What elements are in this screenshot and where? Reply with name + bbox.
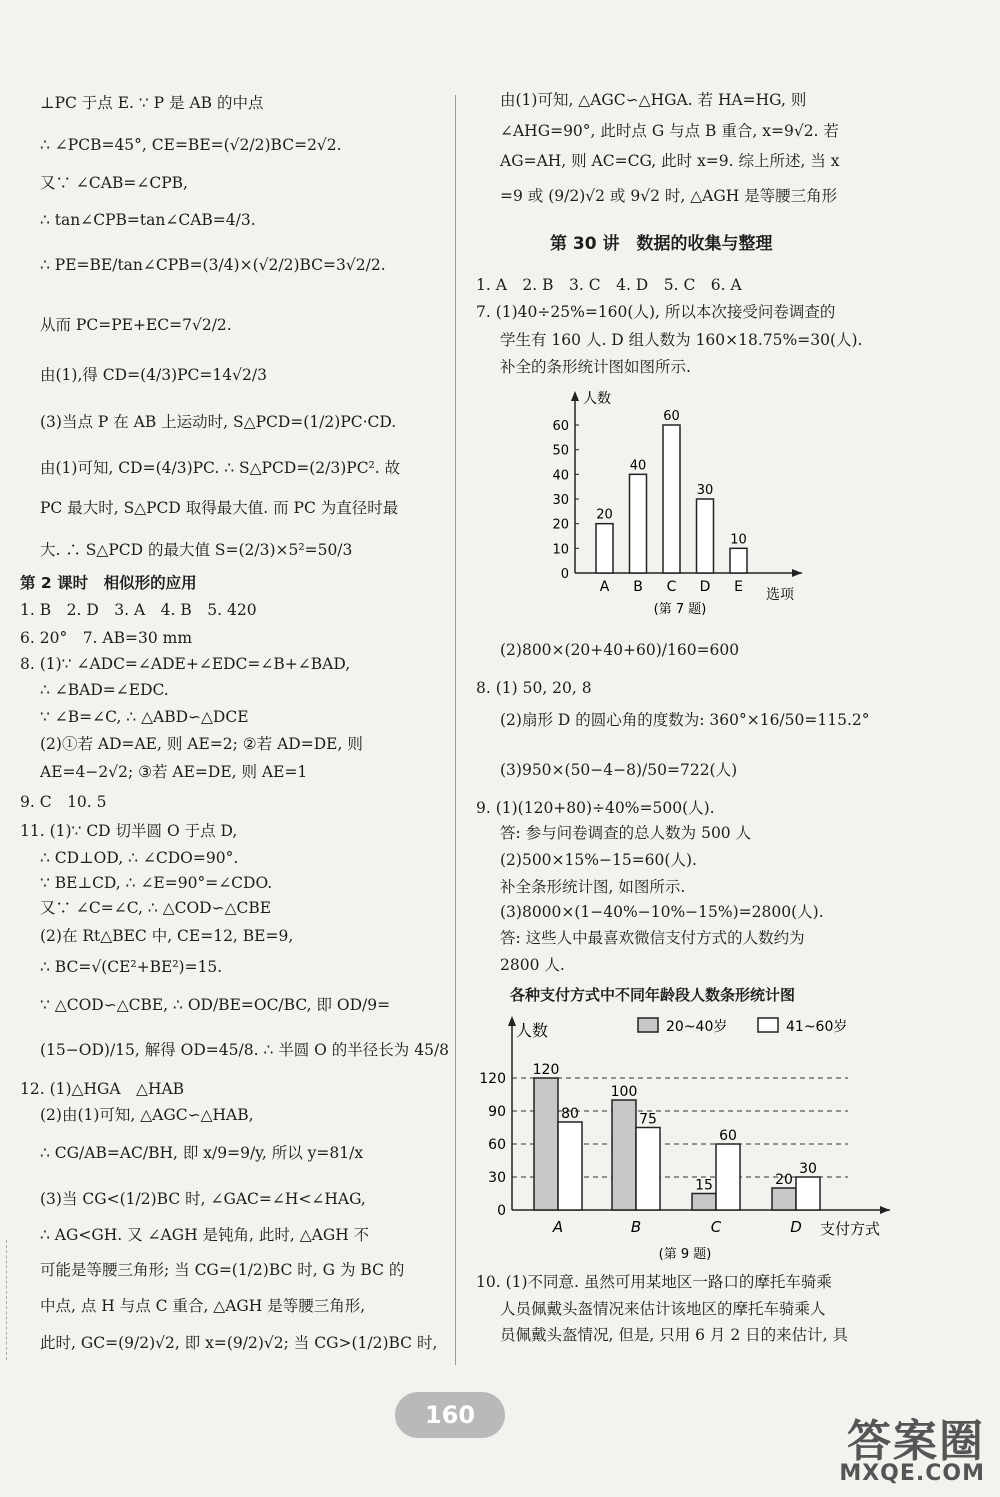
legend-swatch	[758, 1018, 778, 1032]
legend-label: 20~40岁	[666, 1019, 728, 1035]
x-tick-label: D	[790, 1218, 802, 1236]
text-line: ⊥PC 于点 E. ∵ P 是 AB 的中点	[40, 94, 264, 112]
watermark-logo-text: 答案圈	[847, 1416, 985, 1467]
x-tick-label: D	[699, 579, 711, 595]
watermark	[800, 1405, 995, 1493]
y-tick-label: 10	[552, 542, 569, 558]
data-label: 20	[596, 507, 613, 523]
data-label: 30	[799, 1161, 817, 1177]
x-axis-arrow	[792, 569, 802, 577]
text-line: 10. (1)不同意. 虽然可用某地区一路口的摩托车骑乘	[476, 1273, 832, 1291]
bar	[534, 1078, 558, 1210]
data-label: 40	[629, 458, 647, 474]
legend-swatch	[638, 1018, 658, 1032]
data-label: 20	[775, 1172, 793, 1188]
x-axis-arrow	[880, 1206, 890, 1214]
y-tick-label: 60	[552, 419, 569, 434]
text-line: 补全的条形统计图如图所示.	[500, 358, 691, 376]
x-tick-label: B	[633, 579, 643, 595]
text-line: 9. C 10. 5	[20, 793, 107, 811]
bar	[697, 499, 714, 573]
text-line: (3)当点 P 在 AB 上运动时, S△PCD=(1/2)PC·CD.	[40, 413, 397, 431]
text-line: (15−OD)/15, 解得 OD=45/8. ∴ 半圆 O 的半径长为 45/8	[40, 1041, 450, 1059]
text-line: 9. (1)(120+80)÷40%=500(人).	[476, 799, 715, 817]
text-line: ∵ △COD∽△CBE, ∴ OD/BE=OC/BC, 即 OD/9=	[40, 996, 391, 1014]
data-label: 100	[610, 1084, 638, 1100]
text-line: (2)由(1)可知, △AGC∽△HAB,	[40, 1106, 254, 1124]
text-line: 6. 20° 7. AB=30 mm	[20, 629, 193, 647]
y-axis-arrow	[571, 391, 579, 401]
x-tick-label: B	[630, 1218, 642, 1236]
data-label: 30	[696, 483, 714, 498]
data-label: 10	[730, 532, 747, 548]
text-line: 人员佩戴头盔情况来估计该地区的摩托车骑乘人	[500, 1300, 826, 1318]
text-line: PC 最大时, S△PCD 取得最大值. 而 PC 为直径时最	[40, 499, 399, 517]
text-line: (3)当 CG<(1/2)BC 时, ∠GAC=∠H<∠HAG,	[40, 1190, 366, 1208]
bar	[636, 1128, 660, 1211]
margin-rule	[6, 1240, 8, 1360]
text-line: 又∵ ∠CAB=∠CPB,	[40, 174, 188, 192]
text-line: 答: 这些人中最喜欢微信支付方式的人数约为	[500, 929, 805, 947]
chart-caption: (第 7 题)	[653, 602, 707, 617]
data-label: 60	[663, 409, 680, 424]
bar	[558, 1122, 582, 1210]
text-line: 7. (1)40÷25%=160(人), 所以本次接受问卷调查的	[476, 303, 836, 321]
text-line: 可能是等腰三角形; 当 CG=(1/2)BC 时, G 为 BC 的	[40, 1261, 405, 1279]
text-line: (3)950×(50−4−8)/50=722(人)	[500, 761, 738, 779]
bar	[692, 1194, 716, 1211]
text-line: 2800 人.	[500, 956, 565, 974]
text-line: (2)500×15%−15=60(人).	[500, 851, 697, 869]
section-title: 第 30 讲 数据的收集与整理	[550, 234, 773, 254]
y-axis-label: 人数	[516, 1021, 549, 1040]
text-line: (2)扇形 D 的圆心角的度数为: 360°×16/50=115.2°	[500, 711, 870, 729]
text-line: 答: 参与问卷调查的总人数为 500 人	[500, 824, 752, 842]
y-tick-label: 120	[479, 1071, 506, 1087]
data-label: 60	[719, 1128, 737, 1144]
text-line: 学生有 160 人. D 组人数为 160×18.75%=30(人).	[500, 331, 863, 349]
text-line: 12. (1)△HGA △HAB	[20, 1080, 185, 1098]
chart-q7	[540, 385, 820, 625]
text-line: 第 2 课时 相似形的应用	[20, 574, 197, 592]
bar	[663, 425, 680, 573]
page-number: 160	[395, 1392, 505, 1438]
text-line: 员佩戴头盔情况, 但是, 只用 6 月 2 日的来估计, 具	[500, 1326, 848, 1344]
text-line: 1. A 2. B 3. C 4. D 5. C 6. A	[476, 276, 742, 294]
bar	[772, 1188, 796, 1210]
data-label: 15	[695, 1177, 713, 1194]
y-axis-label: 人数	[583, 391, 611, 407]
y-tick-label: 0	[560, 567, 569, 582]
x-tick-label: C	[710, 1218, 722, 1236]
text-line: ∵ BE⊥CD, ∴ ∠E=90°=∠CDO.	[40, 874, 273, 892]
text-line: (2)在 Rt△BEC 中, CE=12, BE=9,	[40, 927, 294, 945]
y-tick-label: 40	[552, 468, 569, 484]
bar	[612, 1100, 636, 1210]
text-line: ∠AHG=90°, 此时点 G 与点 B 重合, x=9√2. 若	[500, 122, 839, 140]
text-line: 8. (1)∵ ∠ADC=∠ADE+∠EDC=∠B+∠BAD,	[20, 655, 351, 673]
text-line: ∴ AG<GH. 又 ∠AGH 是钝角, 此时, △AGH 不	[40, 1226, 370, 1244]
text-line: 此时, GC=(9/2)√2, 即 x=(9/2)√2; 当 CG>(1/2)BC 时,	[40, 1334, 438, 1352]
chart-caption: (第 9 题)	[658, 1247, 712, 1262]
y-tick-label: 0	[497, 1203, 506, 1219]
text-line: 由(1)可知, △AGC∽△HGA. 若 HA=HG, 则	[500, 91, 807, 109]
y-tick-label: 60	[488, 1137, 506, 1153]
text-line: 又∵ ∠C=∠C, ∴ △COD∽△CBE	[40, 899, 272, 917]
data-label: 80	[561, 1106, 579, 1122]
y-tick-label: 90	[488, 1104, 506, 1120]
text-line: (2)①若 AD=AE, 则 AE=2; ②若 AD=DE, 则	[40, 735, 363, 753]
text-line: (3)8000×(1−40%−10%−15%)=2800(人).	[500, 903, 824, 921]
data-label: 75	[639, 1111, 657, 1128]
y-tick-label: 30	[552, 493, 569, 508]
text-line: 大. ∴ S△PCD 的最大值 S=(2/3)×5²=50/3	[40, 541, 353, 559]
x-tick-label: A	[552, 1218, 564, 1236]
text-line: 8. (1) 50, 20, 8	[476, 679, 592, 697]
text-line: 11. (1)∵ CD 切半圆 O 于点 D,	[20, 822, 238, 840]
text-line: ∴ CD⊥OD, ∴ ∠CDO=90°.	[40, 849, 239, 867]
data-label: 120	[532, 1062, 560, 1078]
text-line: 1. B 2. D 3. A 4. B 5. 420	[20, 601, 257, 619]
y-tick-label: 50	[552, 443, 569, 459]
chart-q9-title: 各种支付方式中不同年龄段人数条形统计图	[510, 986, 796, 1004]
x-tick-label: A	[599, 579, 610, 595]
x-tick-label: C	[666, 579, 677, 595]
text-line: AE=4−2√2; ③若 AE=DE, 则 AE=1	[40, 763, 308, 781]
text-line: ∴ ∠BAD=∠EDC.	[40, 681, 169, 699]
column-divider	[455, 95, 456, 1365]
text-line: ∴ PE=BE/tan∠CPB=(3/4)×(√2/2)BC=3√2/2.	[40, 256, 386, 274]
legend-label: 41~60岁	[786, 1019, 848, 1035]
bar	[796, 1177, 820, 1210]
y-axis-arrow	[508, 1016, 516, 1026]
text-line: 由(1),得 CD=(4/3)PC=14√2/3	[40, 366, 267, 384]
text-line: 由(1)可知, CD=(4/3)PC. ∴ S△PCD=(2/3)PC². 故	[40, 459, 401, 477]
bar	[596, 524, 613, 573]
y-tick-label: 20	[552, 517, 569, 533]
x-axis-label: 支付方式	[820, 1220, 881, 1238]
text-line: 补全条形统计图, 如图所示.	[500, 878, 686, 896]
chart-q9	[470, 1010, 900, 1268]
text-line: (2)800×(20+40+60)/160=600	[500, 641, 740, 659]
text-line: ∴ tan∠CPB=tan∠CAB=4/3.	[40, 211, 256, 229]
bar	[630, 474, 647, 573]
text-line: ∴ ∠PCB=45°, CE=BE=(√2/2)BC=2√2.	[40, 136, 342, 154]
text-line: ∴ CG/AB=AC/BH, 即 x/9=9/y, 所以 y=81/x	[40, 1144, 364, 1162]
watermark-url: MXQE.COM	[839, 1461, 985, 1486]
x-tick-label: E	[734, 579, 743, 595]
text-line: 从而 PC=PE+EC=7√2/2.	[40, 316, 232, 334]
text-line: =9 或 (9/2)√2 或 9√2 时, △AGH 是等腰三角形	[500, 187, 838, 205]
text-line: ∴ BC=√(CE²+BE²)=15.	[40, 958, 223, 976]
bar	[730, 548, 747, 573]
x-axis-label: 选项	[766, 587, 794, 603]
text-line: ∵ ∠B=∠C, ∴ △ABD∽△DCE	[40, 708, 249, 726]
text-line: 中点, 点 H 与点 C 重合, △AGH 是等腰三角形,	[40, 1297, 366, 1315]
y-tick-label: 30	[488, 1170, 506, 1186]
bar	[716, 1144, 740, 1210]
text-line: AG=AH, 则 AC=CG, 此时 x=9. 综上所述, 当 x	[500, 152, 840, 170]
